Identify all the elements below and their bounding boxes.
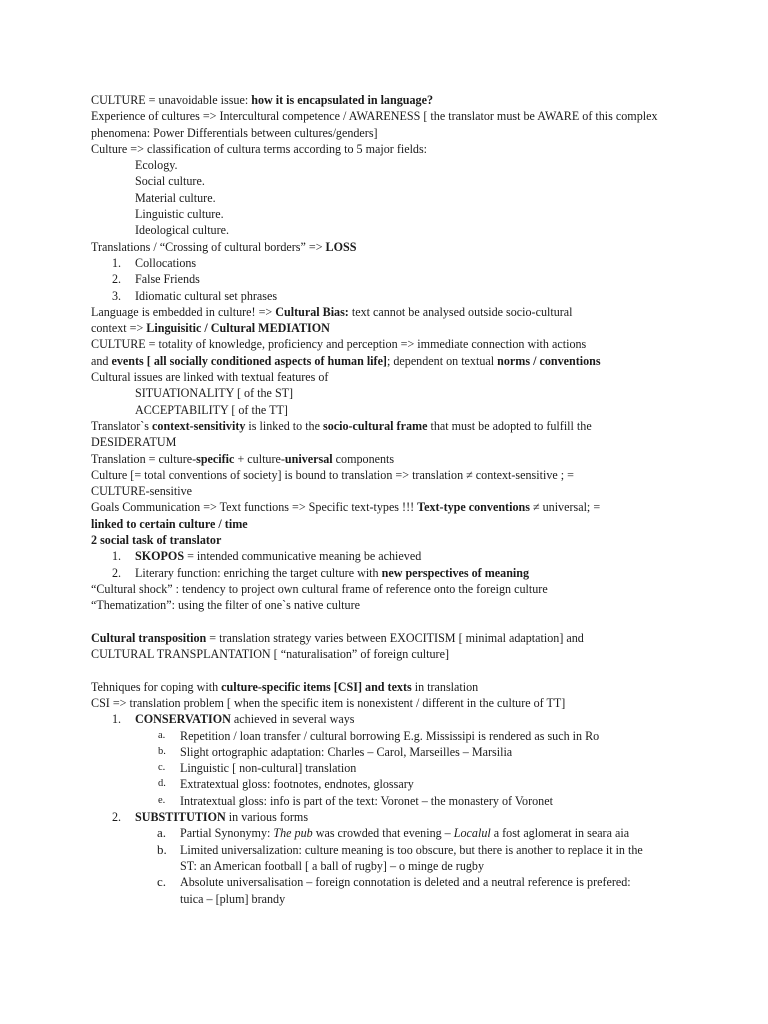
list-text: Intratextual gloss: info is part of the text: Voronet – the monastery of Voronet [180, 793, 553, 808]
text-line: Culture => classification of cultura terms according to 5 major fields: [91, 141, 428, 156]
bold-text: Linguisitic / Cultural MEDIATION [146, 321, 330, 336]
text-run: context => [91, 321, 147, 336]
text-run: ; dependent on textual [386, 353, 498, 368]
list-text: Absolute universalisation – foreign connotation is deleted and a neutral reference is prefered: tuica – [plum] brandy [180, 875, 631, 906]
text-line: CSI => translation problem [ when the specific item is nonexistent / different in the culture of TT] [91, 695, 566, 710]
text-line [91, 499, 681, 515]
text-line: Experience of cultures => Intercultural competence / AWARENESS [ the translator must be AWARE of this complex phenomena: Power Differentials between cultures/genders] [91, 109, 658, 140]
list-number: 1. [112, 255, 122, 270]
text-run: Translation = culture- [91, 451, 197, 466]
text-run: Partial Synonymy: [180, 826, 274, 841]
text-line: DESIDERATUM [91, 435, 177, 450]
text-run: was crowded that evening – [312, 826, 454, 841]
sub-list-item [91, 776, 681, 792]
list-text: Linguistic [ non-cultural] translation [180, 761, 357, 776]
field-item: Ideological culture. [135, 223, 230, 238]
bold-text: socio-cultural frame [323, 418, 428, 433]
feature-item: ACCEPTABILITY [ of the TT] [135, 402, 288, 417]
bold-text: linked to certain culture / time [91, 516, 248, 531]
list-item [91, 809, 681, 825]
text-run: Literary function: enriching the target culture with [135, 565, 382, 580]
list-letter: a. [157, 825, 167, 841]
text-run: Language is embedded in culture! => [91, 304, 276, 319]
field-item: Material culture. [135, 190, 216, 205]
list-letter: b. [158, 745, 166, 757]
text-run: in various forms [225, 810, 309, 825]
list-item [91, 711, 681, 727]
list-item [91, 271, 681, 287]
list-text: Collocations [135, 255, 197, 270]
text-line [91, 353, 681, 369]
list-number: 2. [112, 565, 122, 580]
list-number: 3. [112, 288, 122, 303]
text-line [91, 320, 681, 336]
bold-text: events [ all socially conditioned aspects of human life] [111, 353, 387, 368]
text-run: = translation strategy varies between EXOCITISM [ minimal adaptation] and [206, 630, 584, 645]
list-text: Repetition / loan transfer / cultural borrowing E.g. Mississipi is rendered as such in Ro [180, 728, 600, 743]
bold-text: 2 social task of translator [91, 533, 222, 548]
bold-text: LOSS [325, 239, 357, 254]
text-run: + culture- [234, 451, 285, 466]
sub-list-item [91, 760, 681, 776]
bold-text: SUBSTITUTION [135, 810, 226, 825]
text-line: CULTURE-sensitive [91, 484, 193, 499]
sub-list-item [91, 874, 681, 907]
text-run: components [332, 451, 395, 466]
blank-line [91, 614, 681, 630]
bold-text: Cultural Bias: [275, 304, 349, 319]
text-line [91, 679, 681, 695]
list-text [91, 809, 681, 825]
text-run: Translations / “Crossing of cultural borders” => [91, 239, 326, 254]
text-line: Cultural issues are linked with textual features of [91, 370, 329, 385]
list-text [91, 565, 681, 581]
text-line: CULTURE = totality of knowledge, proficiency and perception => immediate connection with actions [91, 337, 587, 352]
list-item [91, 288, 681, 304]
text-line: “Thematization”: using the filter of one`s native culture [91, 598, 360, 613]
text-run: in translation [411, 679, 479, 694]
list-item [91, 565, 681, 581]
text-line: “Cultural shock” : tendency to project own cultural frame of reference onto the foreign culture [91, 581, 548, 596]
bold-text: Cultural transposition [91, 630, 207, 645]
blank-line [91, 662, 681, 678]
list-number: 1. [112, 712, 122, 727]
list-text: Extratextual gloss: footnotes, endnotes, glossary [180, 777, 414, 792]
text-run: Tehniques for coping with [91, 679, 222, 694]
list-letter: d. [158, 778, 166, 790]
bold-text: SKOPOS [135, 549, 185, 564]
list-letter: c. [158, 762, 166, 774]
text-run: ≠ universal; = [529, 500, 601, 515]
list-number: 2. [112, 272, 122, 287]
text-run: a fost aglomerat in seara aia [490, 826, 630, 841]
text-run: is linked to the [245, 418, 323, 433]
list-text [91, 825, 648, 841]
list-letter: b. [157, 841, 167, 857]
bold-text: culture-specific items [CSI] and texts [221, 679, 412, 694]
feature-item: SITUATIONALITY [ of the ST] [135, 386, 294, 401]
italic-text: The pub [273, 826, 313, 841]
bold-text: CONSERVATION [135, 712, 231, 727]
list-text [91, 548, 681, 564]
bold-text: specific [196, 451, 235, 466]
italic-text: Localul [453, 826, 491, 841]
text-line [91, 239, 681, 255]
bold-text: context-sensitivity [152, 418, 246, 433]
text-run: Translator`s [91, 418, 153, 433]
text-run: Goals Communication => Text functions => Specific text-types !!! [91, 500, 418, 515]
list-item [91, 548, 681, 564]
sub-list-item [91, 793, 681, 809]
bold-text: norms / conventions [497, 353, 601, 368]
field-item: Linguistic culture. [135, 207, 224, 222]
list-text: False Friends [135, 272, 200, 287]
list-text: Limited universalization: culture meaning is too obscure, but there is another to replace it in the ST: an American football [ a ball of rugby] – o minge de rugby [180, 842, 643, 873]
sub-list-item [91, 728, 681, 744]
text-line [91, 630, 681, 646]
list-letter: c. [157, 874, 167, 890]
list-letter: e. [158, 794, 166, 806]
sub-list-item [91, 744, 681, 760]
text-run: that must be adopted to fulfill the [427, 418, 592, 433]
bold-text: Text-type conventions [417, 500, 530, 515]
section-heading [91, 532, 681, 548]
list-item [91, 255, 681, 271]
field-item: Ecology. [135, 158, 178, 173]
bold-text: new perspectives of meaning [381, 565, 530, 580]
text-run: text cannot be analysed outside socio-cultural [348, 304, 573, 319]
text-line [91, 451, 681, 467]
document-page [91, 92, 681, 907]
sub-list-item [91, 842, 681, 875]
list-number: 2. [112, 810, 122, 825]
text-line [91, 92, 681, 108]
bold-text: universal [284, 451, 333, 466]
text-run: CULTURE = unavoidable issue: [91, 93, 252, 107]
sub-list-item [91, 825, 681, 841]
list-text: Slight ortographic adaptation: Charles – Carol, Marseilles – Marsilia [180, 744, 513, 759]
text-line [91, 516, 681, 532]
bold-text: how it is encapsulated in language? [251, 93, 433, 107]
text-line [91, 304, 681, 320]
text-run: = intended communicative meaning be achieved [184, 549, 422, 564]
list-text [91, 711, 681, 727]
text-run: and [91, 353, 112, 368]
field-item: Social culture. [135, 174, 205, 189]
text-line [91, 418, 681, 434]
list-number: 1. [112, 549, 122, 564]
list-letter: a. [158, 729, 166, 741]
text-line: CULTURAL TRANSPLANTATION [ “naturalisation” of foreign culture] [91, 647, 449, 662]
list-text: Idiomatic cultural set phrases [135, 288, 278, 303]
text-line: Culture [= total conventions of society] is bound to translation => translation ≠ context-sensitive ; = [91, 467, 574, 482]
text-run: achieved in several ways [230, 712, 355, 727]
